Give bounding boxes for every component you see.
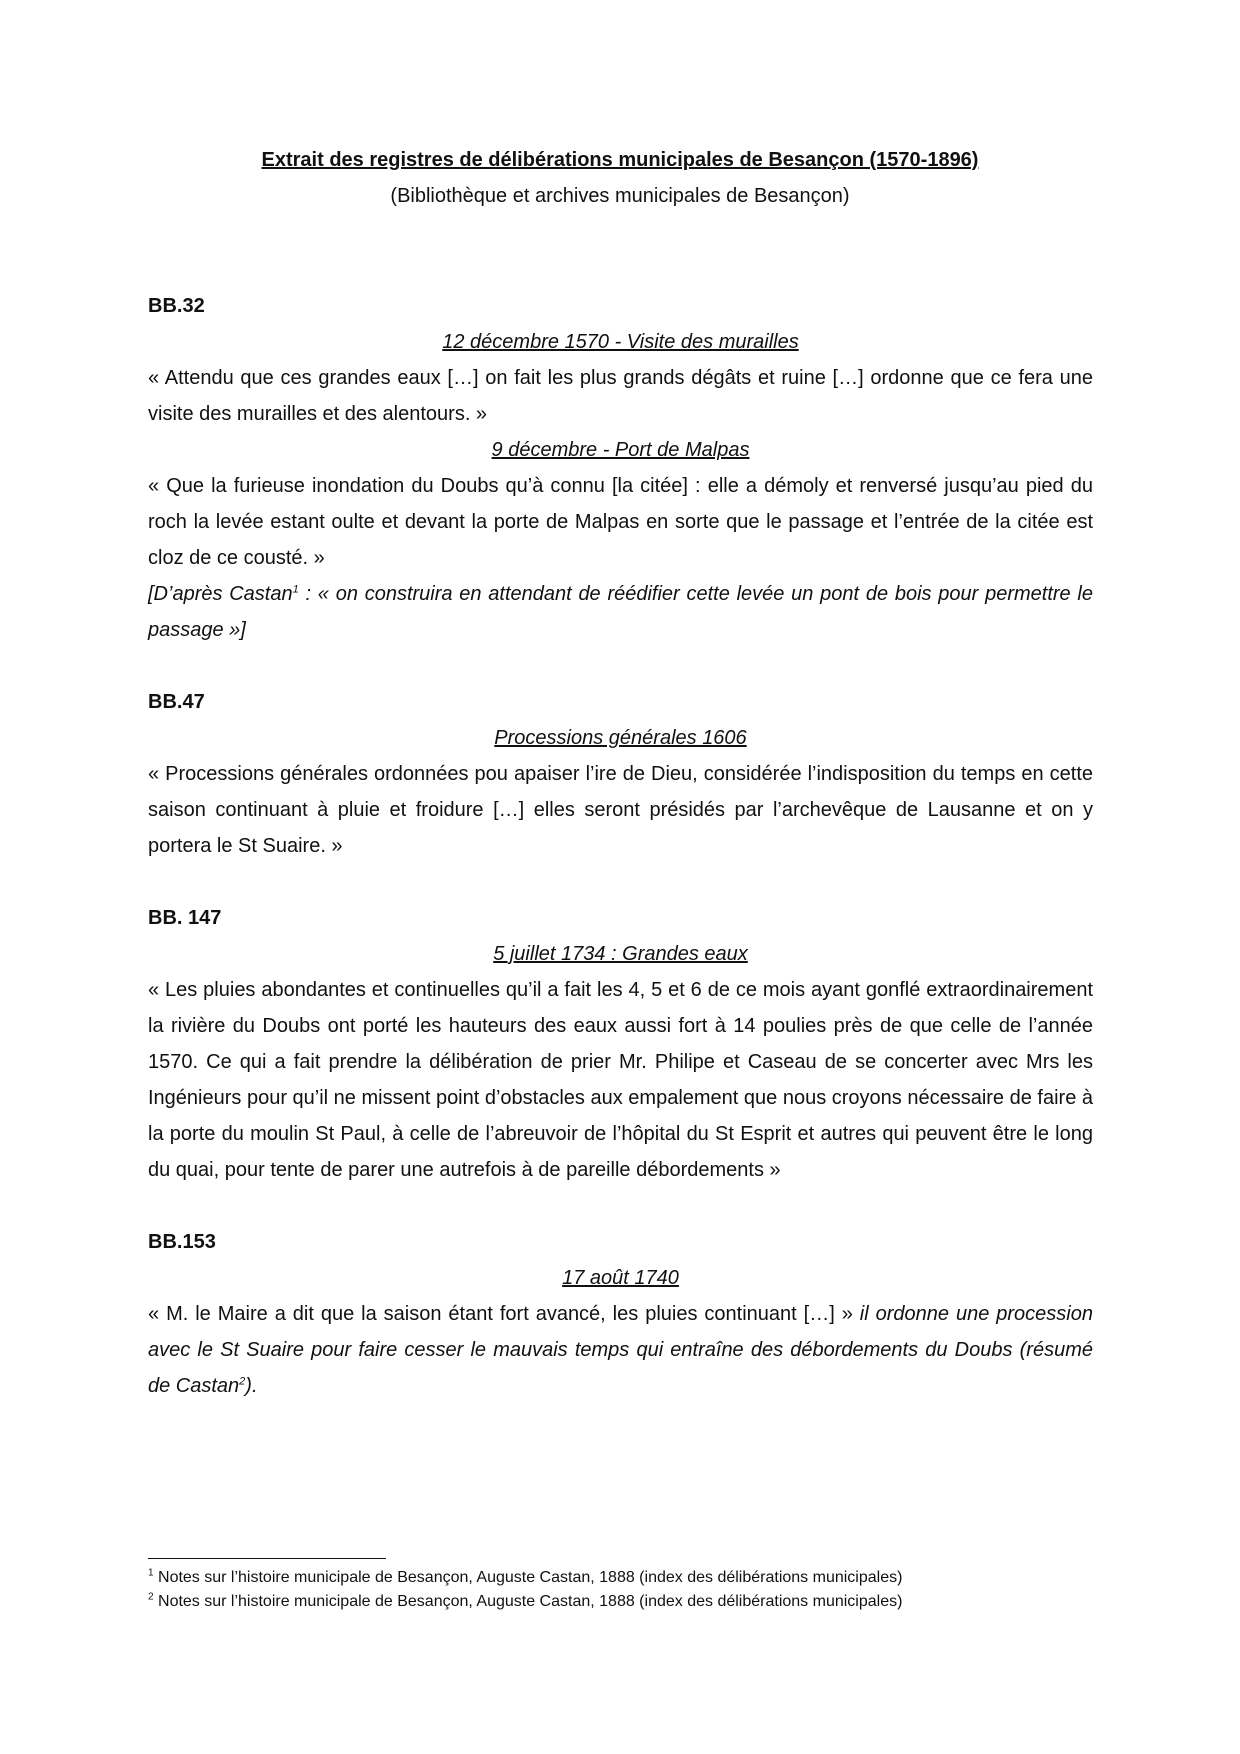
footnote-text: Notes sur l’histoire municipale de Besançon, Auguste Castan, 1888 (index des délibérations municipales) <box>153 1593 903 1610</box>
spacer <box>148 864 1093 900</box>
section-bb32 <box>148 288 1093 648</box>
section-code: BB.32 <box>148 295 205 317</box>
spacer <box>148 1188 1093 1224</box>
footnotes <box>148 1566 1093 1614</box>
entry-heading: Processions générales 1606 <box>494 727 747 749</box>
spacer <box>148 648 1093 684</box>
entry-heading: 17 août 1740 <box>562 1267 679 1289</box>
entry-text-summary: il ordonne une procession avec le St Suaire pour faire cesser le mauvais temps qui entraîne des débordements du Doubs (résumé de Castan <box>148 1303 1093 1397</box>
castan-note-end: : « on construira en attendant de réédifier cette levée un pont de bois pour permettre le passage »] <box>148 583 1093 641</box>
footnote-ref: 2 <box>239 1375 246 1388</box>
entry-text <box>148 1296 1093 1404</box>
entry-text: « Attendu que ces grandes eaux […] on fait les plus grands dégâts et ruine […] ordonne que ce fera une visite des murailles et des alentours. » <box>148 367 1093 425</box>
document-subtitle: (Bibliothèque et archives municipales de Besançon) <box>390 185 850 207</box>
section-bb147 <box>148 900 1093 1188</box>
footnote-2 <box>148 1590 1093 1614</box>
section-bb153 <box>148 1224 1093 1404</box>
entry-text-quote: « M. le Maire a dit que la saison étant fort avancé, les pluies continuant […] » <box>148 1303 853 1325</box>
section-code: BB.47 <box>148 691 205 713</box>
entry-heading: 5 juillet 1734 : Grandes eaux <box>493 943 748 965</box>
footnote-number: 1 <box>148 1567 154 1579</box>
footnote-divider <box>148 1558 386 1559</box>
section-code: BB. 147 <box>148 907 222 929</box>
footnote-1 <box>148 1566 1093 1590</box>
entry-heading: 12 décembre 1570 - Visite des murailles <box>442 331 799 353</box>
document-body <box>148 288 1093 1404</box>
castan-note-start: [D’après Castan <box>148 583 293 605</box>
footnote-text: Notes sur l’histoire municipale de Besançon, Auguste Castan, 1888 (index des délibérations municipales) <box>153 1569 903 1586</box>
entry-heading: 9 décembre - Port de Malpas <box>491 439 750 461</box>
castan-note <box>148 576 1093 648</box>
document-title: Extrait des registres de délibérations municipales de Besançon (1570-1896) <box>261 149 979 171</box>
entry-text-summary-end: ). <box>245 1375 258 1397</box>
entry-text: « Les pluies abondantes et continuelles qu’il a fait les 4, 5 et 6 de ce mois ayant gonflé extraordinairement la rivière du Doubs ont porté les hauteurs des eaux aussi fort à 14 poulies près de que celle de l’année 1570. Ce qui a fait prendre la délibération de prier Mr. Philipe et Caseau de se concerter avec Mrs les Ingénieurs pour qu’il ne missent point d’obstacles aux empalement que nous croyons nécessaire de faire à la porte du moulin St Paul, à celle de l’abreuvoir de l’hôpital du St Esprit et autres qui peuvent être le long du quai, pour tente de parer une autrefois à de pareille débordements » <box>148 979 1093 1181</box>
section-code: BB.153 <box>148 1231 216 1253</box>
entry-text: « Que la furieuse inondation du Doubs qu’à connu [la citée] : elle a démoly et renversé jusqu’au pied du roch la levée estant oulte et devant la porte de Malpas en sorte que le passage et l’entrée de la citée est cloz de ce cousté. » <box>148 475 1093 569</box>
footnote-number: 2 <box>148 1591 154 1603</box>
section-bb47 <box>148 684 1093 864</box>
entry-text: « Processions générales ordonnées pou apaiser l’ire de Dieu, considérée l’indisposition du temps en cette saison continuant à pluie et froidure […] elles seront présidés par l’archevêque de Lausanne et on y portera le St Suaire. » <box>148 763 1093 857</box>
footnote-ref: 1 <box>292 583 299 596</box>
